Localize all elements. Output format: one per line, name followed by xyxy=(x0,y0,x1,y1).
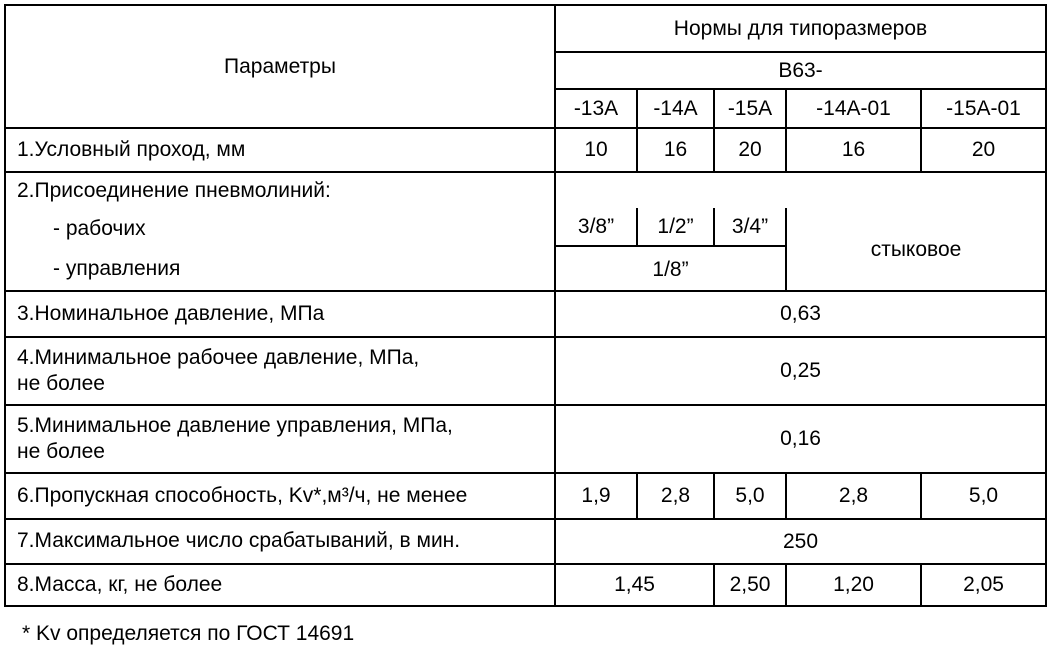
header-size-13a: -13А xyxy=(573,96,619,120)
row7-label: 7.Максимальное число срабатываний, в мин. xyxy=(17,529,461,553)
row6-value: 1,9 xyxy=(581,484,611,507)
row2-working-value: 1/2” xyxy=(657,215,694,238)
header-parameters: Параметры xyxy=(224,54,336,78)
row5-label: 5.Минимальное давление управления, МПа, не более xyxy=(17,413,453,463)
row6-value: 5,0 xyxy=(735,484,765,507)
row1-value: 20 xyxy=(971,138,996,161)
row2-butt-value: стыковое xyxy=(870,237,962,261)
header-size-15a-01: -15А-01 xyxy=(946,96,1021,120)
row8-value: 1,45 xyxy=(614,573,655,596)
row2-working-value: 3/8” xyxy=(577,215,615,238)
row8-value: 1,20 xyxy=(833,573,874,596)
header-norms: Нормы для типоразмеров xyxy=(673,16,928,40)
row1-label: 1.Условный проход, мм xyxy=(17,137,246,161)
row3-value: 0,63 xyxy=(780,302,821,325)
row2-label: 2.Присоединение пневмолиний: xyxy=(17,178,331,202)
row6-value: 5,0 xyxy=(968,484,999,507)
row8-value: 2,50 xyxy=(729,573,771,596)
row1-value: 16 xyxy=(663,138,688,161)
row2-sub-control: - управления xyxy=(53,256,181,280)
row8-value: 2,05 xyxy=(963,573,1004,596)
row7-value: 250 xyxy=(782,529,819,553)
row3-label: 3.Номинальное давление, МПа xyxy=(17,301,325,325)
row1-value: 10 xyxy=(584,138,608,161)
row2-control-value: 1/8” xyxy=(652,257,689,281)
row2-sub-working: - рабочих xyxy=(53,216,146,240)
row2-working-value: 3/4” xyxy=(731,215,769,238)
row5-value: 0,16 xyxy=(780,427,821,450)
header-size-14a-01: -14А-01 xyxy=(816,96,891,120)
row4-value: 0,25 xyxy=(780,359,821,382)
row6-label: 6.Пропускная способность, Kv*,м³/ч, не менее xyxy=(17,483,468,507)
row1-value: 20 xyxy=(738,138,762,161)
row8-label: 8.Масса, кг, не более xyxy=(17,572,223,596)
row1-value: 16 xyxy=(841,138,866,161)
row6-value: 2,8 xyxy=(660,484,691,507)
footnote: * Kv определяется по ГОСТ 14691 xyxy=(22,622,355,645)
header-size-15a: -15А xyxy=(727,96,773,120)
header-size-14a: -14А xyxy=(653,96,698,120)
header-model: В63- xyxy=(778,58,823,82)
row6-value: 2,8 xyxy=(838,484,869,507)
row4-label: 4.Минимальное рабочее давление, МПа, не более xyxy=(17,345,420,395)
